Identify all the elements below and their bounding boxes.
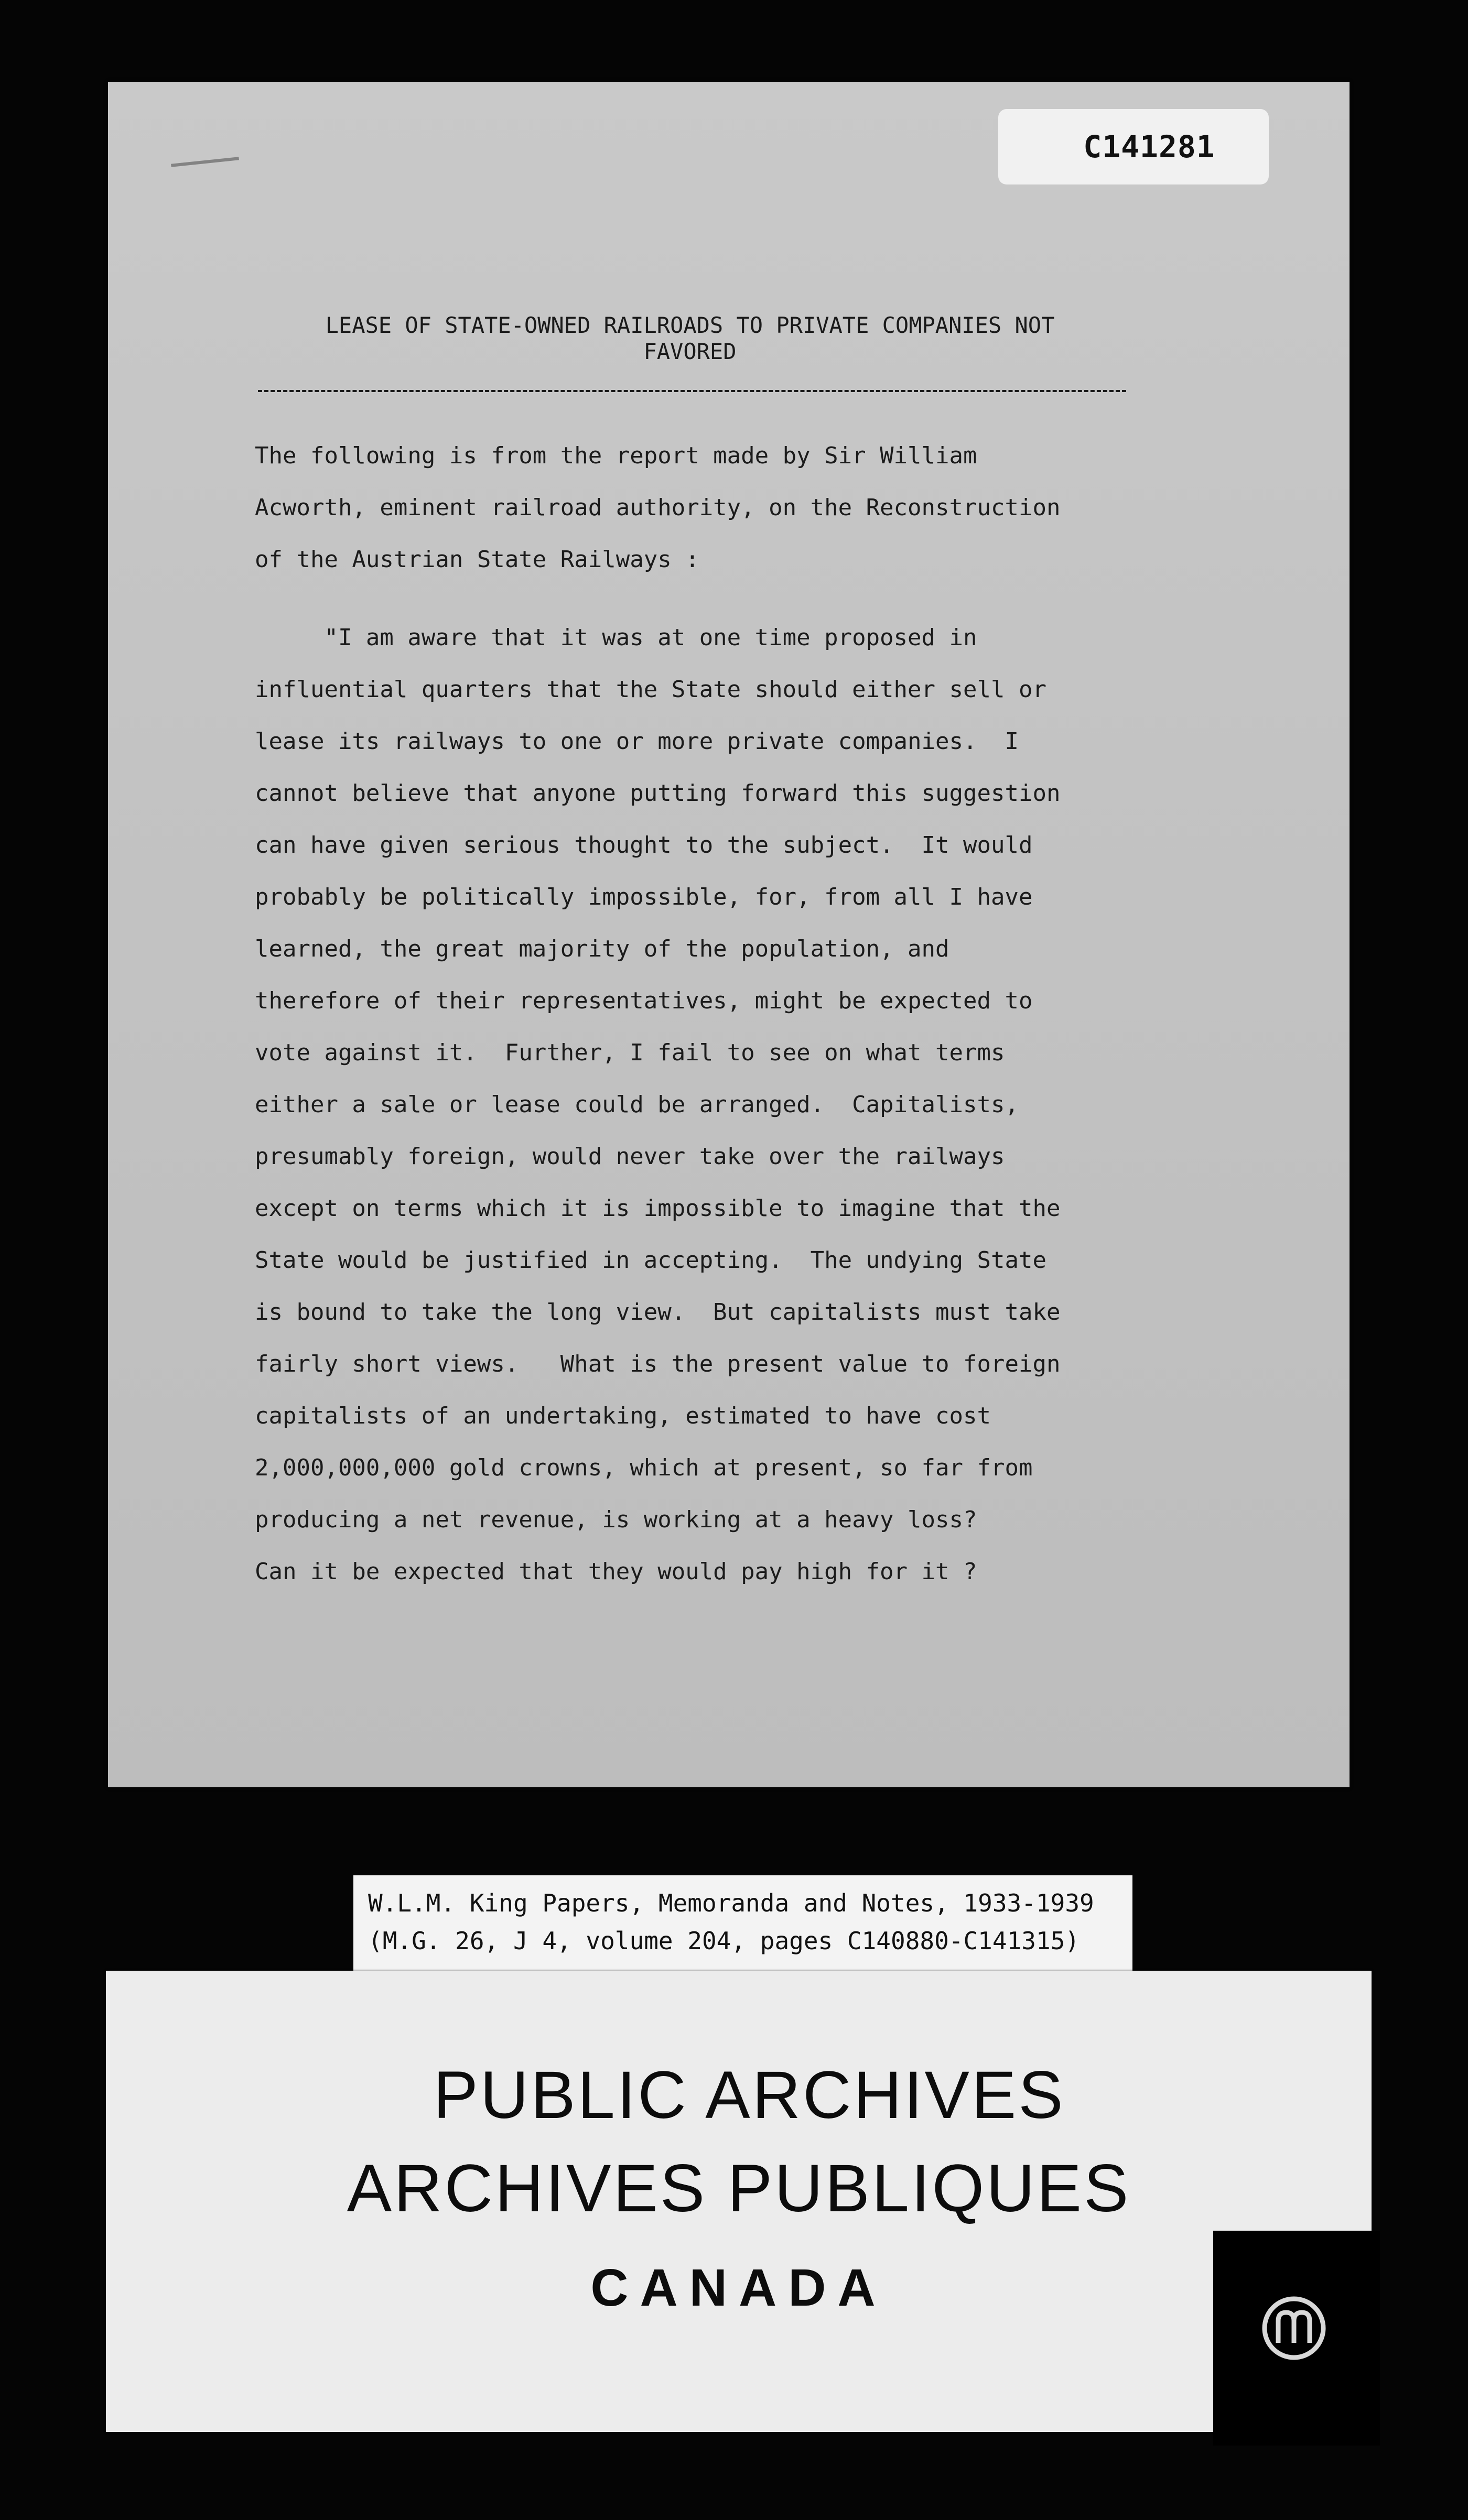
citation-line-1: W.L.M. King Papers, Memoranda and Notes, 1933-1939 [368, 1889, 1094, 1917]
quote-line: capitalists of an undertaking, estimated to have cost [255, 1403, 991, 1429]
logo-block [1213, 2231, 1380, 2446]
quote-line: therefore of their representatives, might be expected to [255, 987, 1033, 1014]
quote-line: either a sale or lease could be arranged. Capitalists, [255, 1091, 1019, 1118]
page-id-label [998, 109, 1269, 184]
quote-line: probably be politically impossible, for, from all I have [255, 884, 1033, 910]
citation-line-2: (M.G. 26, J 4, volume 204, pages C140880-C141315) [368, 1927, 1080, 1955]
document-body [255, 430, 1251, 1598]
quote-line: learned, the great majority of the population, and [255, 936, 949, 962]
quote-line: "I am aware that it was at one time proposed in [255, 624, 977, 651]
intro-line: Acworth, eminent railroad authority, on the Reconstruction [255, 494, 1061, 521]
quote-line: presumably foreign, would never take over the railways [255, 1143, 1005, 1170]
quote-line: is bound to take the long view. But capitalists must take [255, 1299, 1061, 1326]
quote-line: State would be justified in accepting. The undying State [255, 1247, 1046, 1274]
pen-mark [171, 157, 239, 167]
intro-line: of the Austrian State Railways : [255, 546, 699, 573]
paragraph-gap [255, 585, 1251, 612]
quote-line: vote against it. Further, I fail to see on what terms [255, 1039, 1005, 1066]
page-id: C141281 [1083, 129, 1215, 165]
archives-english-name: PUBLIC ARCHIVES [433, 2058, 1065, 2133]
quote-line: lease its railways to one or more private companies. I [255, 728, 1019, 755]
quote-line: except on terms which it is impossible to imagine that the [255, 1195, 1061, 1222]
archives-logo-icon [1257, 2291, 1331, 2365]
archives-country: CANADA [590, 2258, 887, 2317]
citation-label [353, 1875, 1132, 1975]
document-title [255, 312, 1125, 365]
quote-line: Can it be expected that they would pay high for it ? [255, 1558, 977, 1585]
quote-line: producing a net revenue, is working at a heavy loss? [255, 1506, 977, 1533]
title-line-1: LEASE OF STATE-OWNED RAILROADS TO PRIVATE COMPANIES NOT [325, 312, 1055, 338]
archives-card [106, 1971, 1372, 2432]
document-page [108, 82, 1350, 1787]
quote-line: fairly short views. What is the present value to foreign [255, 1351, 1061, 1377]
quote-line: can have given serious thought to the subject. It would [255, 832, 1033, 859]
intro-line: The following is from the report made by Sir William [255, 442, 977, 469]
quote-line: influential quarters that the State should either sell or [255, 676, 1046, 703]
archives-french-name: ARCHIVES PUBLIQUES [347, 2151, 1131, 2226]
quote-line: 2,000,000,000 gold crowns, which at present, so far from [255, 1454, 1033, 1481]
title-underline [258, 390, 1126, 392]
title-line-2: FAVORED [643, 339, 737, 364]
quote-line: cannot believe that anyone putting forward this suggestion [255, 780, 1061, 807]
